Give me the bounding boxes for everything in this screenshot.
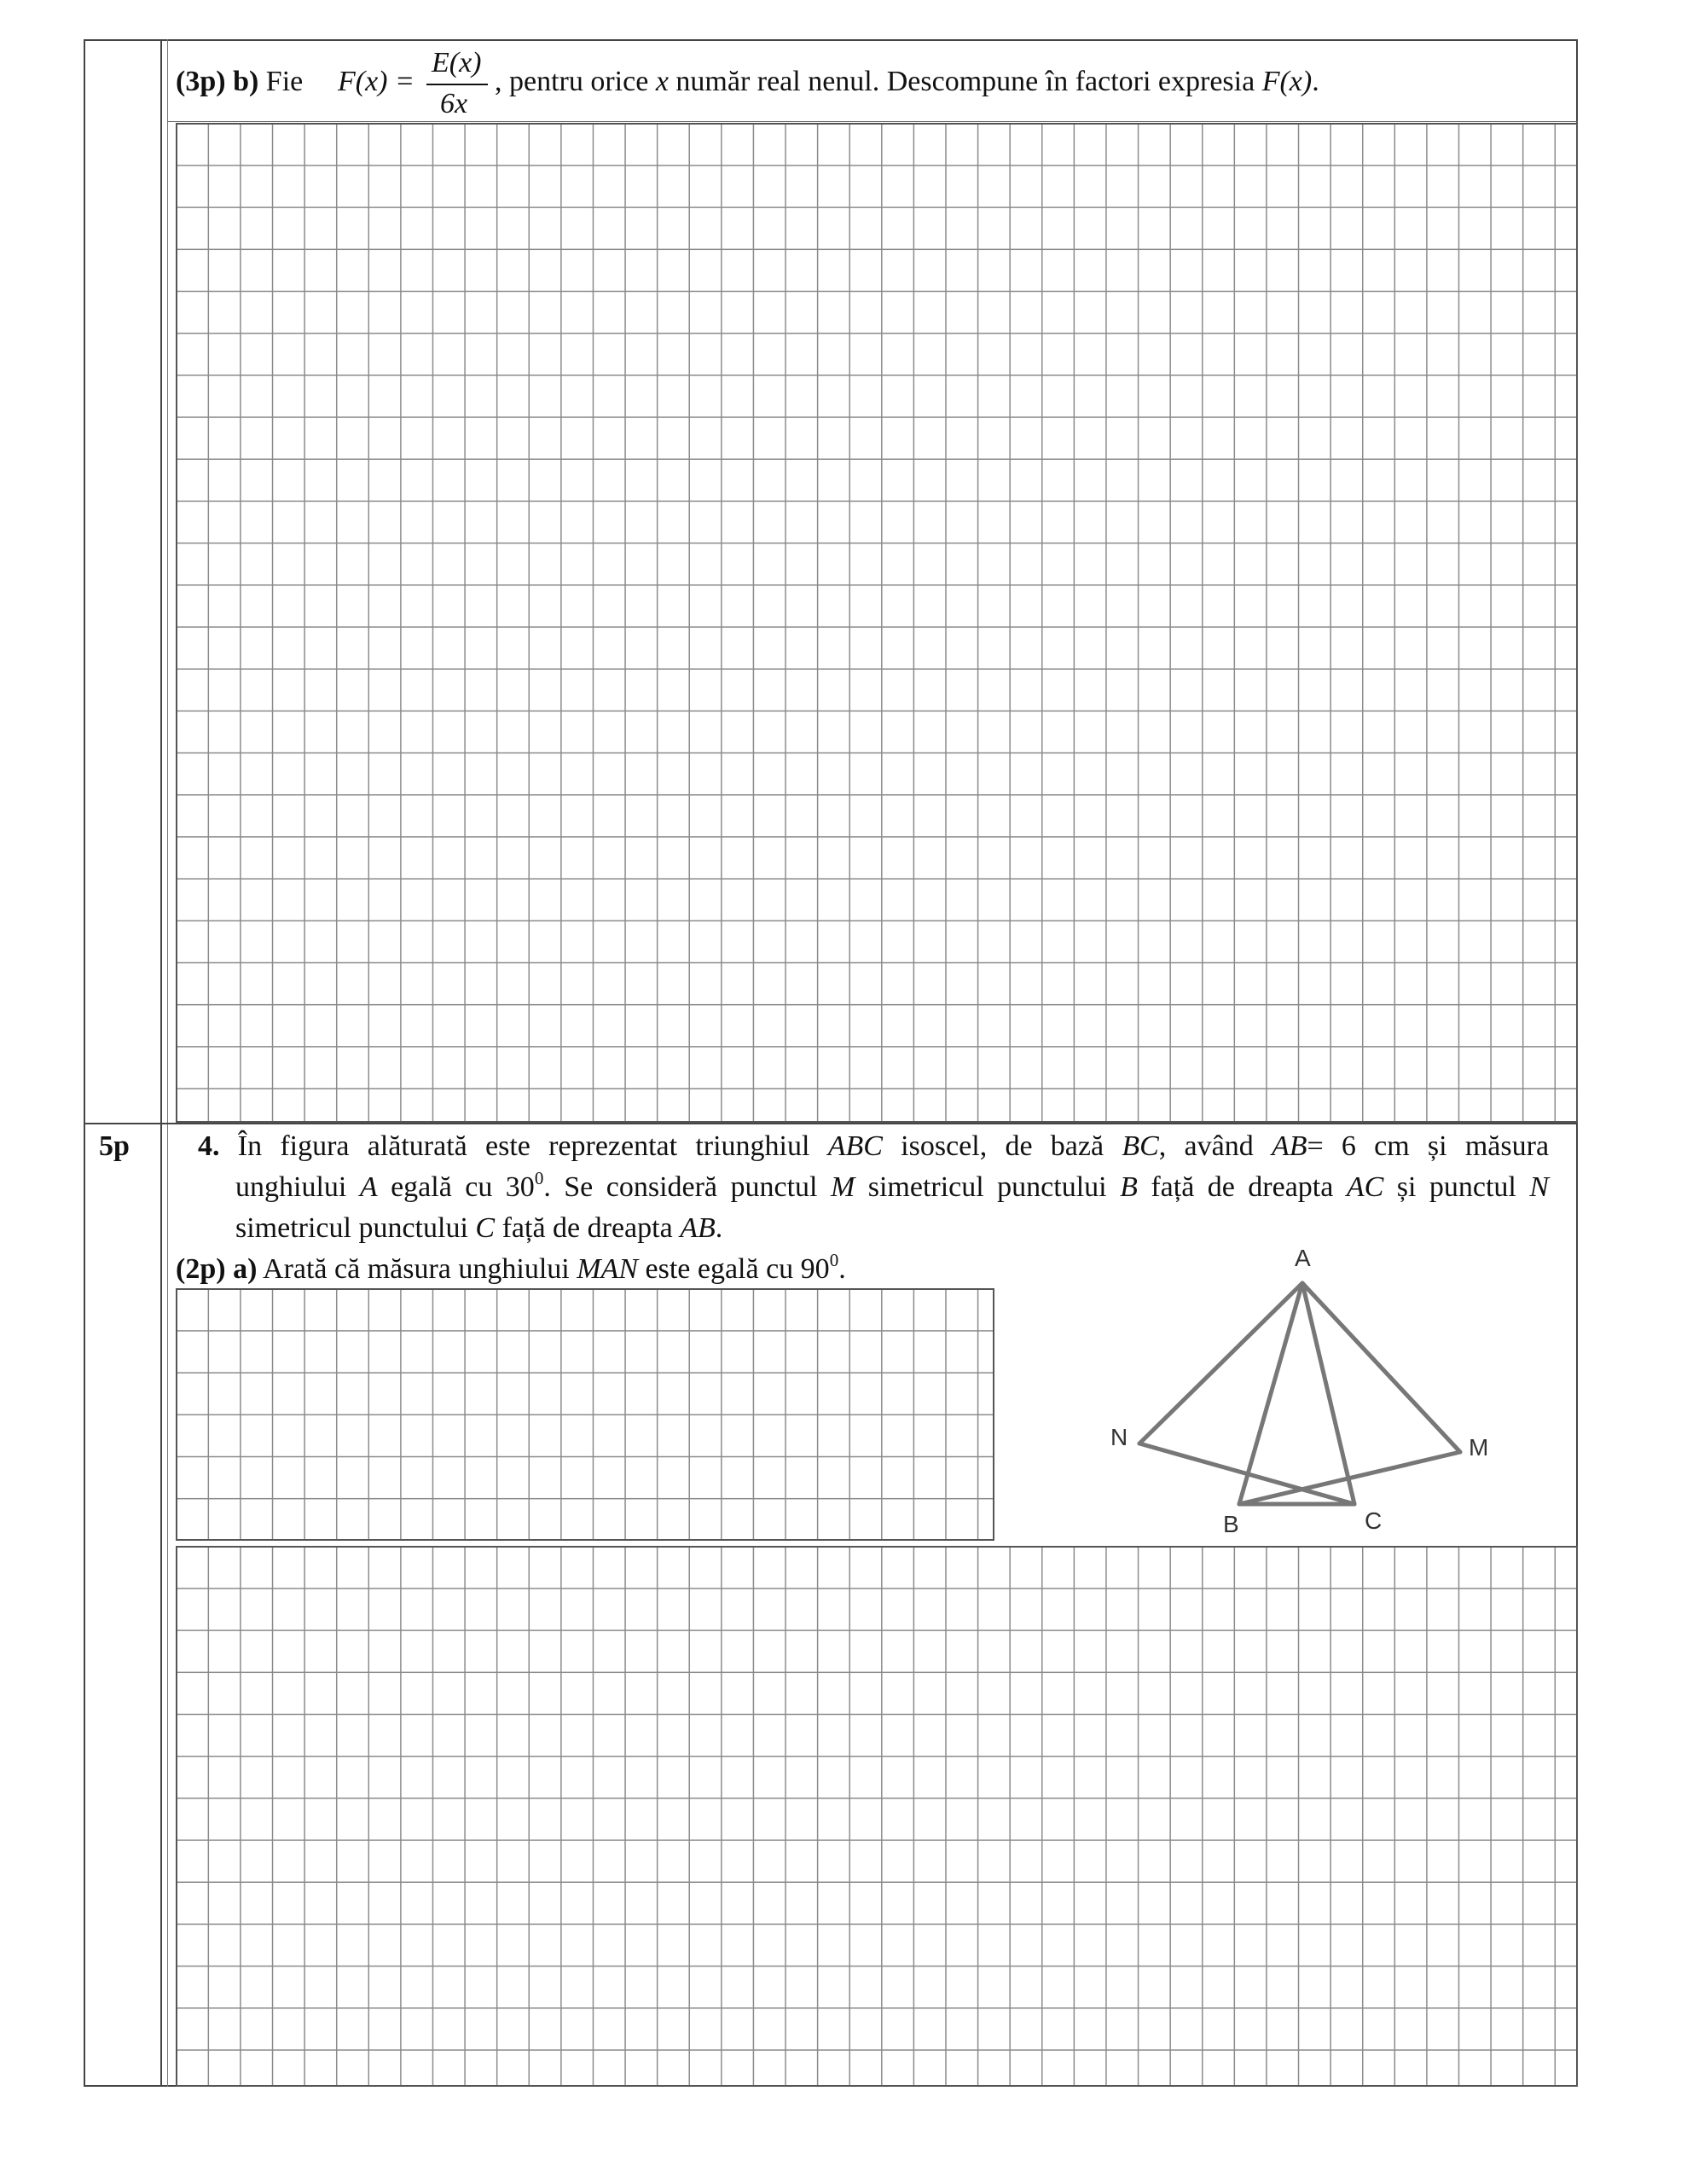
fraction xyxy=(425,43,490,123)
base-name: BC xyxy=(1122,1130,1159,1162)
part-b-word-fie: Fie xyxy=(265,66,304,97)
fraction-numerator: E(x) xyxy=(432,47,482,78)
score-column-divider xyxy=(160,39,162,2087)
label-c: C xyxy=(1365,1507,1383,1534)
answer-grid-part-a-large[interactable] xyxy=(176,1546,1578,2087)
part-b-rest xyxy=(495,61,1319,102)
text: simetricul punctului xyxy=(867,1171,1107,1203)
text: isoscel, de bază xyxy=(901,1130,1104,1162)
part-b-text-end: . xyxy=(1312,66,1319,97)
point-c: C xyxy=(475,1212,496,1244)
side-name: AB xyxy=(1271,1130,1307,1162)
problem-4-line-1 xyxy=(198,1126,1549,1167)
part-b-var: x xyxy=(655,66,669,97)
part-a-statement xyxy=(176,1249,846,1290)
segment-ac xyxy=(1302,1283,1354,1504)
part-b-expr: F(x) xyxy=(1261,66,1313,97)
table-left-border xyxy=(84,39,85,2087)
problem-number: 4. xyxy=(198,1130,220,1162)
line-ab: AB xyxy=(680,1212,716,1244)
point-b: B xyxy=(1120,1171,1138,1203)
point-m: M xyxy=(830,1171,855,1203)
label-b: B xyxy=(1223,1511,1239,1536)
text: În figura alăturată este reprezentat triunghiul xyxy=(237,1130,810,1162)
line-ac: AC xyxy=(1346,1171,1384,1203)
problem-4-line-3 xyxy=(235,1208,722,1249)
function-lhs: F(x) = xyxy=(338,66,415,97)
part-b-points: (3p) xyxy=(176,66,226,97)
text: față de dreapta xyxy=(1151,1171,1334,1203)
fraction-denominator: 6x xyxy=(440,88,468,119)
text: și punctul xyxy=(1396,1171,1516,1203)
text: . xyxy=(715,1212,723,1244)
label-m: M xyxy=(1469,1434,1489,1461)
text: este egală cu 90 xyxy=(645,1253,830,1285)
text: Arată că măsura unghiului xyxy=(263,1253,570,1285)
problem-score: 5p xyxy=(99,1130,130,1162)
text: = 6 cm și măsura xyxy=(1307,1130,1550,1162)
segment-nc xyxy=(1139,1443,1354,1504)
text: față de dreapta xyxy=(501,1212,673,1244)
score-column-divider-inner xyxy=(167,39,168,2087)
text: . xyxy=(838,1253,846,1285)
triangle-name: ABC xyxy=(827,1130,883,1162)
table-top-border xyxy=(84,39,1578,41)
label-n: N xyxy=(1110,1424,1128,1450)
answer-grid-part-a-small[interactable] xyxy=(176,1288,994,1541)
text: . Se consideră punctul xyxy=(543,1171,818,1203)
problem-4-line-2 xyxy=(235,1167,1549,1208)
text: egală cu 30 xyxy=(391,1171,535,1203)
degree-mark: 0 xyxy=(829,1250,839,1270)
part-b-statement xyxy=(176,61,303,102)
part-b-text-2: număr real nenul. Descompune în factori expresia xyxy=(675,66,1255,97)
part-a-points: (2p) xyxy=(176,1253,226,1285)
part-a-letter: a) xyxy=(233,1253,258,1285)
header-line xyxy=(167,121,1578,122)
point-n: N xyxy=(1529,1171,1550,1203)
angle-name: MAN xyxy=(577,1253,639,1285)
part-b-text-1: , pentru orice xyxy=(495,66,649,97)
degree-mark: 0 xyxy=(534,1168,544,1188)
triangle-figure xyxy=(1083,1228,1493,1536)
text: unghiului xyxy=(235,1171,347,1203)
angle-vertex: A xyxy=(359,1171,378,1203)
segment-am xyxy=(1302,1283,1460,1452)
row-divider xyxy=(84,1123,1578,1124)
text: , având xyxy=(1158,1130,1254,1162)
segment-mb xyxy=(1239,1452,1460,1504)
figure-lines xyxy=(1139,1283,1460,1504)
answer-grid-part-b[interactable] xyxy=(176,123,1578,1123)
text: simetricul punctului xyxy=(235,1212,468,1244)
label-a: A xyxy=(1295,1245,1311,1271)
part-b-letter: b) xyxy=(233,66,259,97)
